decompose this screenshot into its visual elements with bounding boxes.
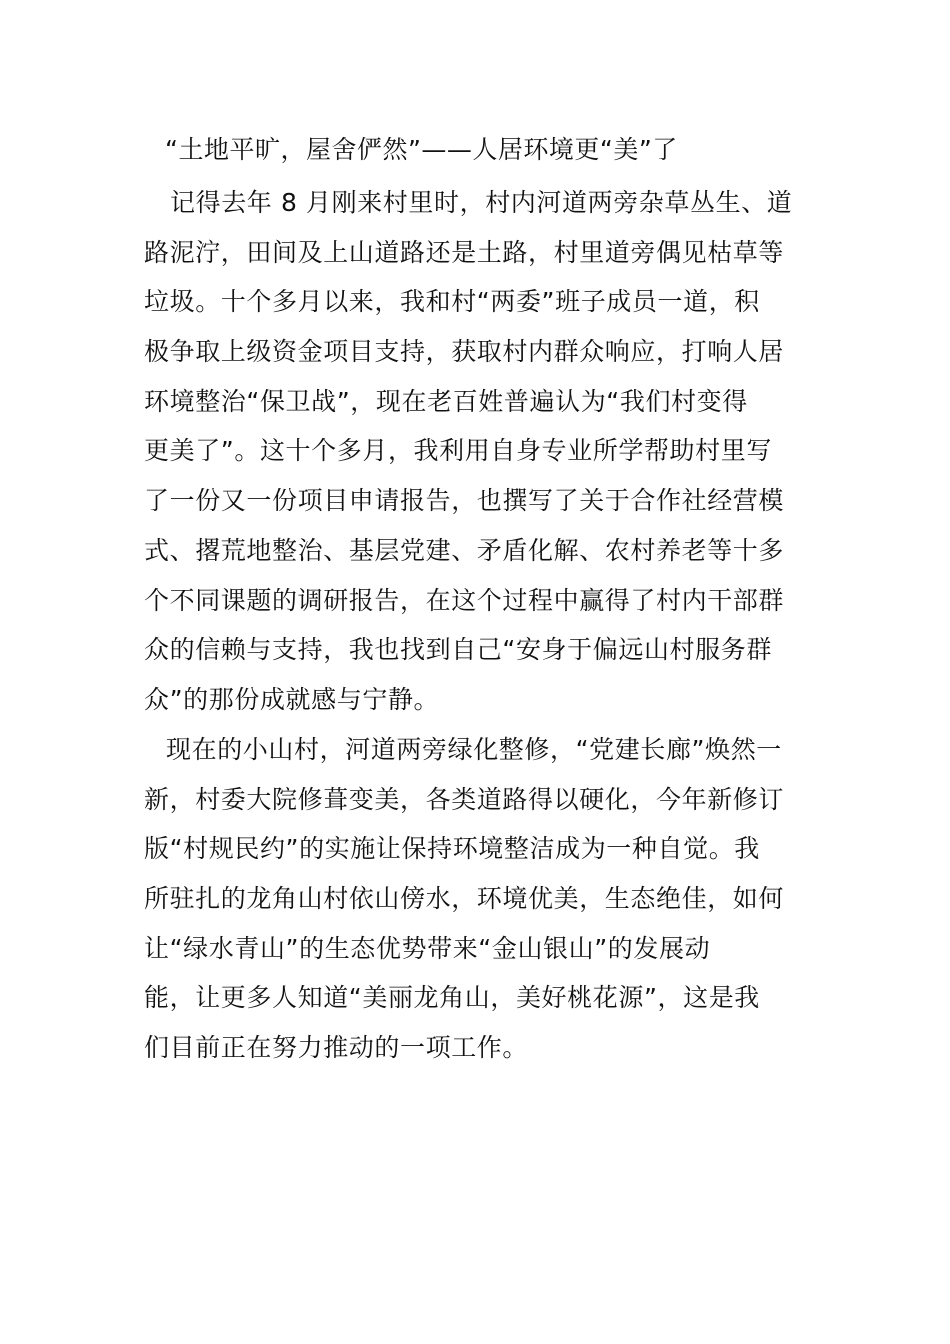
- paragraph-2: [144, 725, 808, 1073]
- paragraph-line: 极争取上级资金项目支持，获取村内群众响应，打响人居: [144, 337, 785, 367]
- paragraph-line: 记得去年 8 月刚来村里时，村内河道两旁杂草丛生、道: [170, 188, 793, 217]
- paragraph-line: 能，让更多人知道“美丽龙角山，美好桃花源”，这是我: [144, 983, 760, 1013]
- paragraph-line: 现在的小山村，河道两旁绿化整修，“党建长廊”焕然一: [166, 735, 782, 764]
- section-title: “土地平旷，屋舍俨然”——人居环境更“美”了: [165, 135, 678, 164]
- paragraph-line: 版“村规民约”的实施让保持环境整洁成为一种自觉。我: [144, 834, 760, 864]
- paragraph-line: 众的信赖与支持，我也找到自己“安身于偏远山村服务群: [144, 635, 772, 665]
- paragraph-line: 让“绿水青山”的生态优势带来“金山银山”的发展动: [144, 933, 711, 963]
- paragraph-line: 式、撂荒地整治、基层党建、矛盾化解、农村养老等十多: [144, 535, 785, 565]
- paragraph-line: 环境整治“保卫战”，现在老百姓普遍认为“我们村变得: [144, 386, 748, 416]
- paragraph-line: 垃圾。十个多月以来，我和村“两委”班子成员一道，积: [144, 287, 760, 317]
- paragraph-line: 所驻扎的龙角山村依山傍水，环境优美，生态绝佳，如何: [144, 884, 785, 914]
- paragraph-line: 更美了”。这十个多月，我利用自身专业所学帮助村里写: [144, 436, 772, 466]
- paragraph-line: 众”的那份成就感与宁静。: [144, 684, 440, 714]
- paragraph-line: 了一份又一份项目申请报告，也撰写了关于合作社经营模: [144, 486, 785, 516]
- paragraph-line: 新，村委大院修葺变美，各类道路得以硬化，今年新修订: [144, 784, 785, 814]
- paragraph-1: [144, 178, 808, 725]
- paragraph-line: 们目前正在努力推动的一项工作。: [144, 1033, 529, 1063]
- paragraph-line: 路泥泞，田间及上山道路还是土路，村里道旁偶见枯草等: [144, 237, 785, 267]
- paragraph-line: 个不同课题的调研报告，在这个过程中赢得了村内干部群: [144, 585, 785, 615]
